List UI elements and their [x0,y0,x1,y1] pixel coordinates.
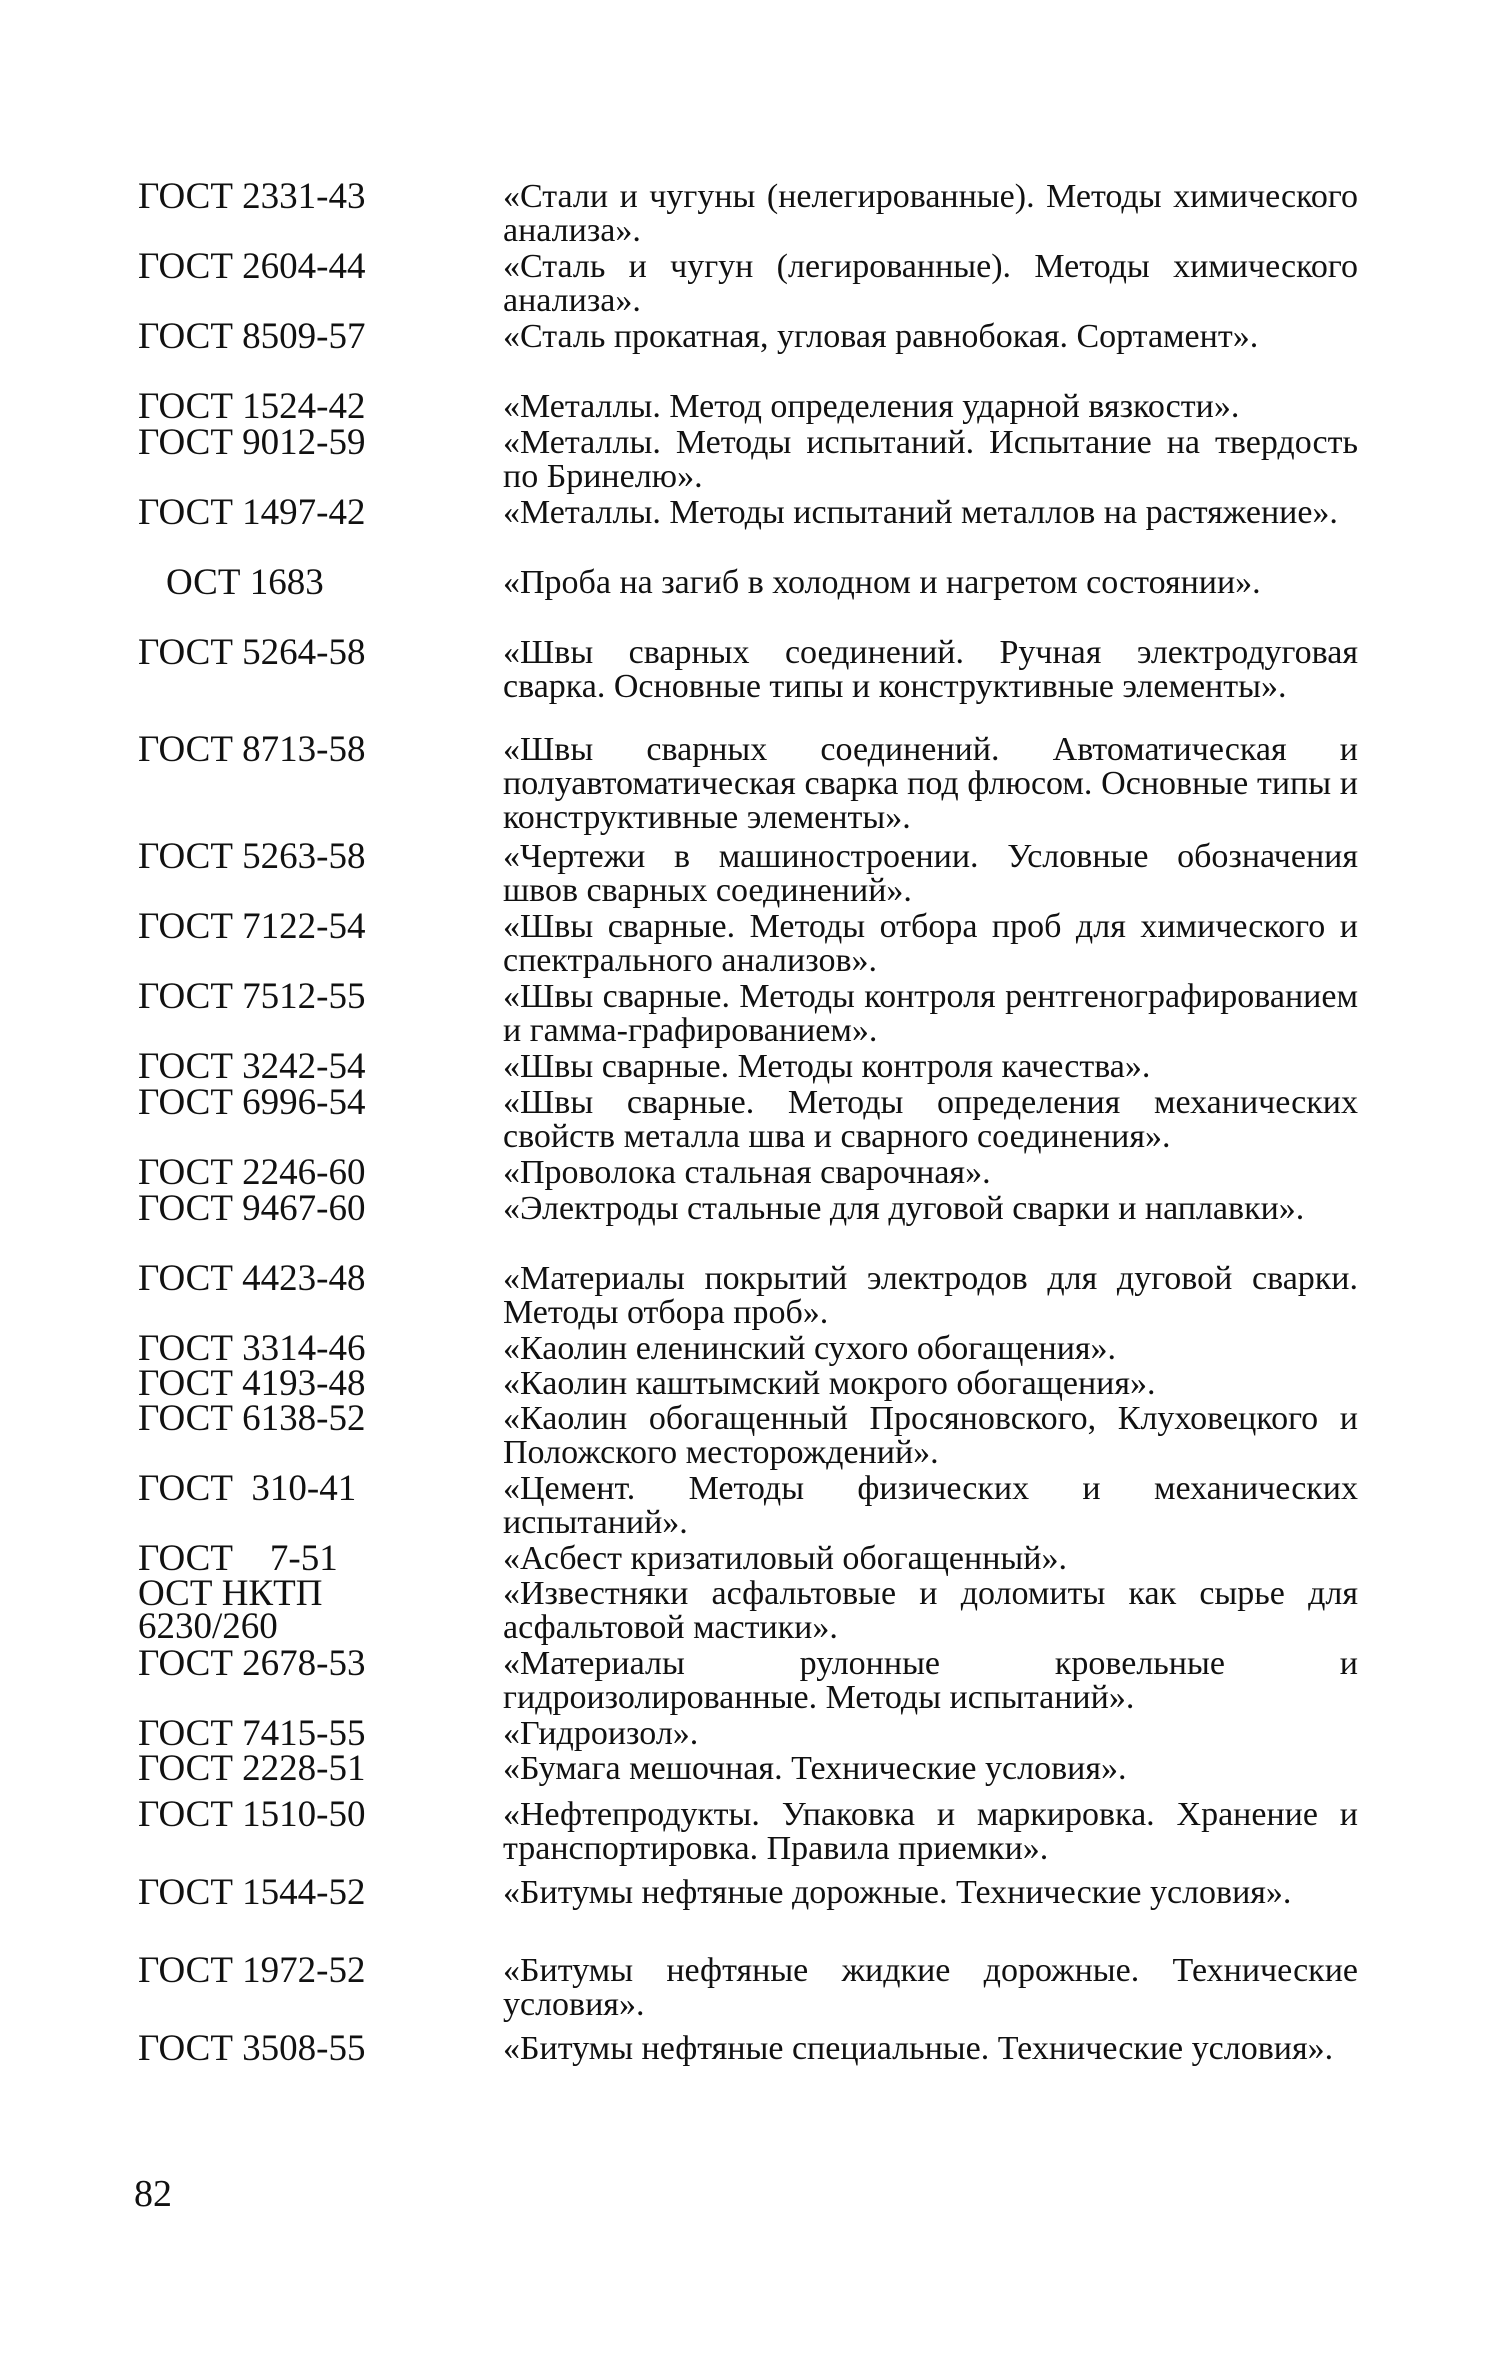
standard-title: «Проволока стальная сварочная». [503,1154,991,1191]
standard-code: ГОСТ 2331-43 [138,176,366,217]
standard-title: «Металлы. Методы испытаний металлов на растяжение». [503,494,1338,531]
list-item [138,976,1358,1050]
standard-title: «Швы сварные. Методы определения механических свойств металла шва и сварного соединения». [503,1084,1358,1155]
standard-title: «Нефтепродукты. Упаковка и маркировка. Хранение и транспортировка. Правила приемки». [503,1796,1358,1867]
standard-code: ГОСТ 1510-50 [138,1794,366,1835]
list-item [138,422,1358,496]
standard-title: «Швы сварные. Методы контроля качества». [503,1048,1151,1085]
list-item [138,316,1358,390]
list-item [138,176,1358,250]
standard-code: ГОСТ 2678-53 [138,1643,366,1684]
standard-code: ГОСТ 2246-60 [138,1152,366,1193]
standard-title: «Металлы. Методы испытаний. Испытание на твердость по Бринелю». [503,424,1358,495]
standard-title: «Гидроизол». [503,1715,699,1752]
standard-title: «Металлы. Метод определения ударной вязкости». [503,388,1240,425]
standard-title: «Материалы рулонные кровельные и гидроизолированные. Методы испытаний». [503,1645,1358,1716]
list-item [138,1713,1358,1754]
list-item [138,492,1358,566]
list-item [138,729,1358,840]
standard-code: ГОСТ 2228-51 [138,1748,366,1789]
list-item [138,632,1358,733]
list-item [138,1328,1358,1369]
standard-code: ГОСТ 7512-55 [138,976,366,1017]
standard-code: ГОСТ 8713-58 [138,729,366,770]
standard-code: ГОСТ 1497-42 [138,492,366,533]
standard-code: ГОСТ 6138-52 [138,1398,366,1439]
standard-code: ГОСТ 3508-55 [138,2028,366,2069]
list-item [138,1152,1358,1193]
list-item [138,1258,1358,1332]
standard-title: «Каолин каштымский мокрого обогащения». [503,1365,1156,1402]
list-item [138,1794,1358,1876]
list-item [138,1538,1358,1579]
standard-code: ГОСТ 3314-46 [138,1328,366,1369]
standard-code: ГОСТ 1544-52 [138,1872,366,1913]
list-item [138,906,1358,980]
standard-code: ГОСТ 8509-57 [138,316,366,357]
standard-code: ГОСТ 4193-48 [138,1363,366,1404]
standard-title: «Битумы нефтяные дорожные. Технические условия». [503,1874,1292,1911]
standard-title: «Каолин еленинский сухого обогащения». [503,1330,1117,1367]
list-item [138,1188,1358,1262]
standard-code: ГОСТ 7415-55 [138,1713,366,1754]
standard-code: ГОСТ 7122-54 [138,906,366,947]
standard-code: ГОСТ 2604-44 [138,246,366,287]
standard-title: «Сталь и чугун (легированные). Методы химического анализа». [503,248,1358,319]
standard-code: ГОСТ 1972-52 [138,1950,366,1991]
standard-title: «Битумы нефтяные жидкие дорожные. Технические условия». [503,1952,1358,2023]
list-item [138,1643,1358,1717]
standard-title: «Швы сварные. Методы контроля рентгенографированием и гамма-графированием». [503,978,1358,1049]
standard-code: ГОСТ 1524-42 [138,386,366,427]
standard-title: «Асбест кризатиловый обогащенный». [503,1540,1067,1577]
standard-code: ГОСТ 7-51 [138,1538,338,1579]
standard-title: «Каолин обогащенный Просяновского, Клуховецкого и Положского месторождений». [503,1400,1358,1471]
standard-title: «Бумага мешочная. Технические условия». [503,1750,1127,1787]
list-item [138,1573,1358,1647]
standard-title: «Швы сварные. Методы отбора проб для химического и спектрального анализов». [503,908,1358,979]
standard-title: «Проба на загиб в холодном и нагретом состоянии». [503,564,1261,601]
standard-title: «Чертежи в машиностроении. Условные обозначения швов сварных соединений». [503,838,1358,909]
standard-title: «Стали и чугуны (нелегированные). Методы химического анализа». [503,178,1358,249]
standard-title: «Известняки асфальтовые и доломиты как сырье для асфальтовой мастики». [503,1575,1358,1646]
standard-code: ГОСТ 6996-54 [138,1082,366,1123]
list-item [138,1468,1358,1542]
standard-code: ГОСТ 3242-54 [138,1046,366,1087]
standard-title: «Материалы покрытий электродов для дуговой сварки. Методы отбора проб». [503,1260,1358,1331]
standard-title: «Швы сварных соединений. Автоматическая и полуавтоматическая сварка под флюсом. Основные типы и конструктивные элементы». [503,731,1358,836]
standard-code: ГОСТ 9467-60 [138,1188,366,1229]
standard-code: ГОСТ 310-41 [138,1468,357,1509]
list-item [138,2028,1358,2102]
list-item [138,1363,1358,1404]
list-item [138,1950,1358,2032]
standard-code: ОСТ 1683 [166,562,324,603]
standard-title: «Электроды стальные для дуговой сварки и наплавки». [503,1190,1305,1227]
list-item [138,246,1358,320]
list-item [138,1872,1358,1954]
list-item [138,1046,1358,1087]
standard-code: ГОСТ 4423-48 [138,1258,366,1299]
standard-code: ОСТ НКТП 6230/260 [138,1573,323,1647]
page-number: 82 [134,2173,172,2215]
list-item [138,562,1358,636]
standard-code: ГОСТ 9012-59 [138,422,366,463]
list-item [138,1398,1358,1472]
standard-title: «Сталь прокатная, угловая равнобокая. Сортамент». [503,318,1259,355]
list-item [138,1082,1358,1156]
standard-title: «Цемент. Методы физических и механических испытаний». [503,1470,1358,1541]
list-item [138,1748,1358,1798]
list-item [138,836,1358,910]
list-item [138,386,1358,427]
standard-code: ГОСТ 5264-58 [138,632,366,673]
standard-title: «Битумы нефтяные специальные. Технические условия». [503,2030,1334,2067]
standard-code: ГОСТ 5263-58 [138,836,366,877]
standards-list [138,176,1358,2102]
standard-title: «Швы сварных соединений. Ручная электродуговая сварка. Основные типы и конструктивные элементы». [503,634,1358,705]
